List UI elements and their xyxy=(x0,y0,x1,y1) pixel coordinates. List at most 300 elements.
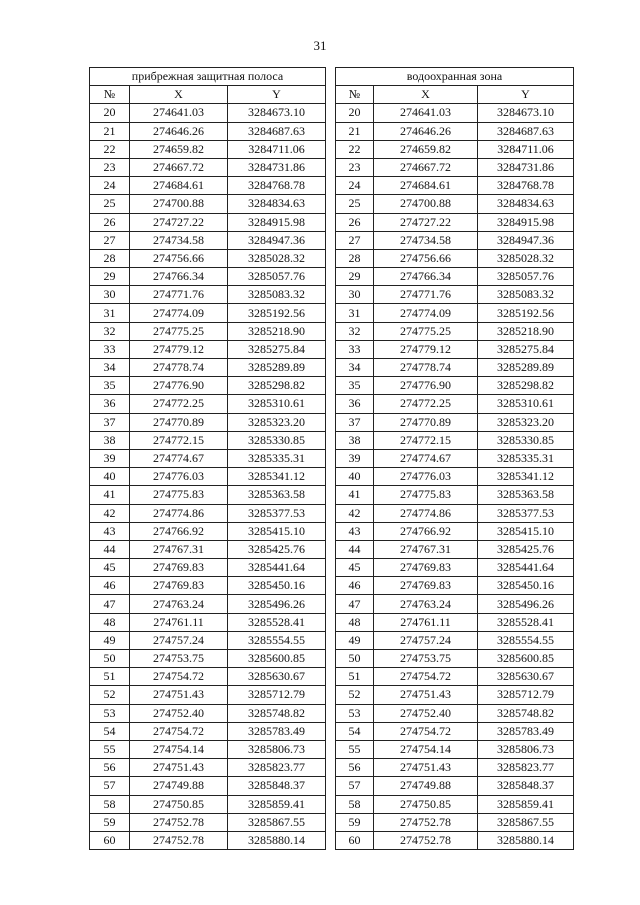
right-y-value: 3285748.82 xyxy=(478,704,574,722)
right-x-value: 274752.78 xyxy=(374,813,478,831)
left-section-title: прибрежная защитная полоса xyxy=(90,68,326,86)
table-row xyxy=(90,722,574,740)
column-gap xyxy=(326,795,336,813)
right-point-number: 40 xyxy=(336,468,374,486)
right-y-value: 3285496.26 xyxy=(478,595,574,613)
right-y-value: 3285323.20 xyxy=(478,413,574,431)
left-y-value: 3285496.26 xyxy=(228,595,326,613)
column-gap xyxy=(326,322,336,340)
coordinates-table xyxy=(89,67,574,850)
right-y-value: 3285441.64 xyxy=(478,559,574,577)
column-gap xyxy=(326,577,336,595)
right-point-number: 42 xyxy=(336,504,374,522)
column-gap xyxy=(326,231,336,249)
left-point-number: 43 xyxy=(90,522,130,540)
right-y-value: 3285083.32 xyxy=(478,286,574,304)
left-point-number: 25 xyxy=(90,195,130,213)
left-x-header: X xyxy=(130,86,228,104)
left-y-value: 3285057.76 xyxy=(228,268,326,286)
left-x-value: 274772.25 xyxy=(130,395,228,413)
column-gap xyxy=(326,722,336,740)
left-x-value: 274763.24 xyxy=(130,595,228,613)
left-point-number: 24 xyxy=(90,177,130,195)
left-x-value: 274646.26 xyxy=(130,122,228,140)
right-point-number: 33 xyxy=(336,340,374,358)
right-point-number: 38 xyxy=(336,431,374,449)
left-point-number: 29 xyxy=(90,268,130,286)
table-row xyxy=(90,413,574,431)
left-x-value: 274734.58 xyxy=(130,231,228,249)
right-x-value: 274752.40 xyxy=(374,704,478,722)
left-x-value: 274659.82 xyxy=(130,140,228,158)
left-x-value: 274778.74 xyxy=(130,359,228,377)
right-x-value: 274646.26 xyxy=(374,122,478,140)
right-y-value: 3285335.31 xyxy=(478,449,574,467)
right-point-number: 53 xyxy=(336,704,374,722)
right-point-number: 41 xyxy=(336,486,374,504)
table-row xyxy=(90,249,574,267)
table-row xyxy=(90,704,574,722)
table-row xyxy=(90,340,574,358)
left-y-value: 3285363.58 xyxy=(228,486,326,504)
right-point-number: 22 xyxy=(336,140,374,158)
left-y-value: 3285323.20 xyxy=(228,413,326,431)
right-y-value: 3285867.55 xyxy=(478,813,574,831)
right-x-value: 274767.31 xyxy=(374,540,478,558)
right-x-value: 274757.24 xyxy=(374,631,478,649)
right-y-value: 3285823.77 xyxy=(478,759,574,777)
right-point-number: 60 xyxy=(336,831,374,849)
left-point-number: 30 xyxy=(90,286,130,304)
table-row xyxy=(90,522,574,540)
right-y-value: 3285028.32 xyxy=(478,249,574,267)
left-point-number: 49 xyxy=(90,631,130,649)
left-x-value: 274761.11 xyxy=(130,613,228,631)
left-y-header: Y xyxy=(228,86,326,104)
left-y-value: 3284731.86 xyxy=(228,158,326,176)
table-row xyxy=(90,359,574,377)
left-point-number: 45 xyxy=(90,559,130,577)
left-y-value: 3285192.56 xyxy=(228,304,326,322)
right-y-value: 3285859.41 xyxy=(478,795,574,813)
left-x-value: 274770.89 xyxy=(130,413,228,431)
column-gap xyxy=(326,522,336,540)
left-x-value: 274641.03 xyxy=(130,104,228,122)
left-x-value: 274754.72 xyxy=(130,668,228,686)
left-y-value: 3285859.41 xyxy=(228,795,326,813)
left-x-value: 274751.43 xyxy=(130,759,228,777)
right-y-value: 3285192.56 xyxy=(478,304,574,322)
left-x-value: 274767.31 xyxy=(130,540,228,558)
left-y-value: 3284915.98 xyxy=(228,213,326,231)
right-y-value: 3285528.41 xyxy=(478,613,574,631)
right-x-value: 274754.72 xyxy=(374,722,478,740)
left-point-number: 27 xyxy=(90,231,130,249)
right-y-value: 3285600.85 xyxy=(478,650,574,668)
left-x-value: 274771.76 xyxy=(130,286,228,304)
table-row xyxy=(90,486,574,504)
left-point-number: 58 xyxy=(90,795,130,813)
table-row xyxy=(90,613,574,631)
column-gap xyxy=(326,304,336,322)
table-row xyxy=(90,122,574,140)
table-row xyxy=(90,140,574,158)
left-y-value: 3285823.77 xyxy=(228,759,326,777)
column-gap xyxy=(326,686,336,704)
right-x-value: 274774.86 xyxy=(374,504,478,522)
left-point-number: 41 xyxy=(90,486,130,504)
column-gap xyxy=(326,540,336,558)
right-y-value: 3285341.12 xyxy=(478,468,574,486)
left-point-number: 47 xyxy=(90,595,130,613)
left-num-header: № xyxy=(90,86,130,104)
right-point-number: 45 xyxy=(336,559,374,577)
right-x-value: 274774.67 xyxy=(374,449,478,467)
right-y-value: 3285783.49 xyxy=(478,722,574,740)
left-point-number: 21 xyxy=(90,122,130,140)
column-gap xyxy=(326,831,336,849)
table-row xyxy=(90,777,574,795)
column-gap xyxy=(326,158,336,176)
right-x-value: 274750.85 xyxy=(374,795,478,813)
left-y-value: 3285600.85 xyxy=(228,650,326,668)
right-point-number: 32 xyxy=(336,322,374,340)
right-point-number: 39 xyxy=(336,449,374,467)
right-point-number: 50 xyxy=(336,650,374,668)
left-x-value: 274775.25 xyxy=(130,322,228,340)
left-x-value: 274757.24 xyxy=(130,631,228,649)
column-gap xyxy=(326,104,336,122)
left-x-value: 274667.72 xyxy=(130,158,228,176)
left-y-value: 3285528.41 xyxy=(228,613,326,631)
left-point-number: 23 xyxy=(90,158,130,176)
column-gap xyxy=(326,631,336,649)
left-x-value: 274684.61 xyxy=(130,177,228,195)
left-point-number: 35 xyxy=(90,377,130,395)
right-y-value: 3284834.63 xyxy=(478,195,574,213)
right-point-number: 46 xyxy=(336,577,374,595)
column-gap xyxy=(326,704,336,722)
column-gap xyxy=(326,377,336,395)
table-row xyxy=(90,395,574,413)
left-y-value: 3285310.61 xyxy=(228,395,326,413)
right-x-value: 274766.34 xyxy=(374,268,478,286)
left-y-value: 3284834.63 xyxy=(228,195,326,213)
left-y-value: 3285377.53 xyxy=(228,504,326,522)
right-section-title: водоохранная зона xyxy=(336,68,574,86)
right-y-value: 3285712.79 xyxy=(478,686,574,704)
right-point-number: 58 xyxy=(336,795,374,813)
right-point-number: 48 xyxy=(336,613,374,631)
right-y-value: 3284731.86 xyxy=(478,158,574,176)
table-row xyxy=(90,650,574,668)
right-point-number: 21 xyxy=(336,122,374,140)
left-x-value: 274774.67 xyxy=(130,449,228,467)
right-point-number: 57 xyxy=(336,777,374,795)
left-point-number: 32 xyxy=(90,322,130,340)
column-gap xyxy=(326,340,336,358)
column-gap xyxy=(326,504,336,522)
right-y-value: 3285057.76 xyxy=(478,268,574,286)
left-x-value: 274769.83 xyxy=(130,577,228,595)
left-y-value: 3285441.64 xyxy=(228,559,326,577)
left-x-value: 274776.90 xyxy=(130,377,228,395)
right-y-value: 3285310.61 xyxy=(478,395,574,413)
right-point-number: 55 xyxy=(336,740,374,758)
right-point-number: 59 xyxy=(336,813,374,831)
right-x-value: 274769.83 xyxy=(374,577,478,595)
column-gap xyxy=(326,86,336,104)
left-x-value: 274754.72 xyxy=(130,722,228,740)
right-point-number: 37 xyxy=(336,413,374,431)
left-x-value: 274700.88 xyxy=(130,195,228,213)
column-gap xyxy=(326,413,336,431)
left-point-number: 26 xyxy=(90,213,130,231)
right-point-number: 23 xyxy=(336,158,374,176)
table-row xyxy=(90,158,574,176)
column-gap xyxy=(326,486,336,504)
right-x-value: 274754.14 xyxy=(374,740,478,758)
table-row xyxy=(90,231,574,249)
left-y-value: 3285083.32 xyxy=(228,286,326,304)
table-row xyxy=(90,377,574,395)
right-y-value: 3285415.10 xyxy=(478,522,574,540)
left-y-value: 3285867.55 xyxy=(228,813,326,831)
right-y-value: 3285363.58 xyxy=(478,486,574,504)
right-x-value: 274754.72 xyxy=(374,668,478,686)
left-point-number: 39 xyxy=(90,449,130,467)
right-x-value: 274776.90 xyxy=(374,377,478,395)
page-number: 31 xyxy=(313,38,327,53)
table-row xyxy=(90,504,574,522)
right-x-value: 274775.83 xyxy=(374,486,478,504)
right-point-number: 43 xyxy=(336,522,374,540)
left-x-value: 274754.14 xyxy=(130,740,228,758)
right-x-value: 274769.83 xyxy=(374,559,478,577)
right-y-value: 3285275.84 xyxy=(478,340,574,358)
column-gap xyxy=(326,668,336,686)
right-y-value: 3285377.53 xyxy=(478,504,574,522)
table-body xyxy=(90,104,574,850)
right-x-value: 274761.11 xyxy=(374,613,478,631)
table-row xyxy=(90,431,574,449)
column-gap xyxy=(326,359,336,377)
left-point-number: 31 xyxy=(90,304,130,322)
column-gap xyxy=(326,759,336,777)
right-x-value: 274684.61 xyxy=(374,177,478,195)
right-x-value: 274771.76 xyxy=(374,286,478,304)
right-y-value: 3284711.06 xyxy=(478,140,574,158)
right-y-value: 3285630.67 xyxy=(478,668,574,686)
left-point-number: 55 xyxy=(90,740,130,758)
left-point-number: 22 xyxy=(90,140,130,158)
left-x-value: 274749.88 xyxy=(130,777,228,795)
table-row xyxy=(90,795,574,813)
left-x-value: 274750.85 xyxy=(130,795,228,813)
left-y-value: 3285415.10 xyxy=(228,522,326,540)
table-row xyxy=(90,104,574,122)
table-row xyxy=(90,177,574,195)
right-y-value: 3285880.14 xyxy=(478,831,574,849)
left-point-number: 56 xyxy=(90,759,130,777)
left-x-value: 274752.78 xyxy=(130,831,228,849)
left-point-number: 53 xyxy=(90,704,130,722)
right-point-number: 49 xyxy=(336,631,374,649)
right-x-value: 274756.66 xyxy=(374,249,478,267)
left-y-value: 3284711.06 xyxy=(228,140,326,158)
column-gap xyxy=(326,177,336,195)
right-point-number: 24 xyxy=(336,177,374,195)
right-num-header: № xyxy=(336,86,374,104)
column-gap xyxy=(326,140,336,158)
left-y-value: 3284947.36 xyxy=(228,231,326,249)
table-row xyxy=(90,468,574,486)
right-y-value: 3285218.90 xyxy=(478,322,574,340)
column-gap xyxy=(326,740,336,758)
table-row xyxy=(90,322,574,340)
right-y-value: 3285330.85 xyxy=(478,431,574,449)
left-y-value: 3285806.73 xyxy=(228,740,326,758)
table-row xyxy=(90,759,574,777)
right-y-value: 3285425.76 xyxy=(478,540,574,558)
left-point-number: 20 xyxy=(90,104,130,122)
table-row xyxy=(90,740,574,758)
right-y-value: 3285554.55 xyxy=(478,631,574,649)
right-x-value: 274763.24 xyxy=(374,595,478,613)
left-y-value: 3285341.12 xyxy=(228,468,326,486)
left-y-value: 3285289.89 xyxy=(228,359,326,377)
right-x-value: 274753.75 xyxy=(374,650,478,668)
left-point-number: 38 xyxy=(90,431,130,449)
left-y-value: 3285218.90 xyxy=(228,322,326,340)
left-x-value: 274774.86 xyxy=(130,504,228,522)
right-point-number: 51 xyxy=(336,668,374,686)
left-y-value: 3285748.82 xyxy=(228,704,326,722)
right-x-value: 274772.25 xyxy=(374,395,478,413)
table-row xyxy=(90,213,574,231)
left-point-number: 59 xyxy=(90,813,130,831)
table-row xyxy=(90,540,574,558)
left-point-number: 34 xyxy=(90,359,130,377)
table-row xyxy=(90,668,574,686)
right-point-number: 29 xyxy=(336,268,374,286)
left-point-number: 42 xyxy=(90,504,130,522)
column-gap xyxy=(326,431,336,449)
left-point-number: 50 xyxy=(90,650,130,668)
right-x-header: X xyxy=(374,86,478,104)
right-point-number: 27 xyxy=(336,231,374,249)
left-point-number: 46 xyxy=(90,577,130,595)
column-gap xyxy=(326,595,336,613)
column-gap xyxy=(326,213,336,231)
table-row xyxy=(90,631,574,649)
left-point-number: 57 xyxy=(90,777,130,795)
right-point-number: 35 xyxy=(336,377,374,395)
left-point-number: 48 xyxy=(90,613,130,631)
right-x-value: 274752.78 xyxy=(374,831,478,849)
left-y-value: 3285712.79 xyxy=(228,686,326,704)
left-y-value: 3284768.78 xyxy=(228,177,326,195)
left-x-value: 274774.09 xyxy=(130,304,228,322)
right-x-value: 274667.72 xyxy=(374,158,478,176)
left-y-value: 3285880.14 xyxy=(228,831,326,849)
right-point-number: 56 xyxy=(336,759,374,777)
right-y-value: 3284915.98 xyxy=(478,213,574,231)
right-point-number: 54 xyxy=(336,722,374,740)
right-y-value: 3285450.16 xyxy=(478,577,574,595)
left-point-number: 60 xyxy=(90,831,130,849)
column-gap xyxy=(326,122,336,140)
left-x-value: 274775.83 xyxy=(130,486,228,504)
column-gap xyxy=(326,449,336,467)
right-x-value: 274774.09 xyxy=(374,304,478,322)
left-x-value: 274753.75 xyxy=(130,650,228,668)
left-point-number: 36 xyxy=(90,395,130,413)
table-row xyxy=(90,595,574,613)
right-point-number: 44 xyxy=(336,540,374,558)
left-point-number: 51 xyxy=(90,668,130,686)
left-point-number: 54 xyxy=(90,722,130,740)
table-row xyxy=(90,449,574,467)
right-x-value: 274659.82 xyxy=(374,140,478,158)
right-x-value: 274770.89 xyxy=(374,413,478,431)
right-point-number: 26 xyxy=(336,213,374,231)
left-point-number: 40 xyxy=(90,468,130,486)
right-point-number: 52 xyxy=(336,686,374,704)
right-x-value: 274778.74 xyxy=(374,359,478,377)
table-row xyxy=(90,813,574,831)
right-y-value: 3285289.89 xyxy=(478,359,574,377)
right-point-number: 25 xyxy=(336,195,374,213)
left-x-value: 274751.43 xyxy=(130,686,228,704)
table-row xyxy=(90,577,574,595)
title-row xyxy=(90,68,574,86)
header-row xyxy=(90,86,574,104)
left-x-value: 274776.03 xyxy=(130,468,228,486)
right-x-value: 274751.43 xyxy=(374,759,478,777)
right-point-number: 28 xyxy=(336,249,374,267)
right-y-value: 3285806.73 xyxy=(478,740,574,758)
left-point-number: 52 xyxy=(90,686,130,704)
table-row xyxy=(90,304,574,322)
column-gap xyxy=(326,813,336,831)
left-y-value: 3285330.85 xyxy=(228,431,326,449)
column-gap xyxy=(326,268,336,286)
left-y-value: 3285783.49 xyxy=(228,722,326,740)
left-y-value: 3285425.76 xyxy=(228,540,326,558)
left-y-value: 3284673.10 xyxy=(228,104,326,122)
column-gap xyxy=(326,195,336,213)
left-x-value: 274756.66 xyxy=(130,249,228,267)
right-x-value: 274700.88 xyxy=(374,195,478,213)
table-row xyxy=(90,831,574,849)
column-gap xyxy=(326,249,336,267)
left-y-value: 3285335.31 xyxy=(228,449,326,467)
right-point-number: 20 xyxy=(336,104,374,122)
left-y-value: 3285298.82 xyxy=(228,377,326,395)
left-y-value: 3285848.37 xyxy=(228,777,326,795)
right-y-header: Y xyxy=(478,86,574,104)
right-x-value: 274772.15 xyxy=(374,431,478,449)
left-point-number: 37 xyxy=(90,413,130,431)
left-y-value: 3285450.16 xyxy=(228,577,326,595)
right-x-value: 274751.43 xyxy=(374,686,478,704)
right-y-value: 3284768.78 xyxy=(478,177,574,195)
table-row xyxy=(90,559,574,577)
left-x-value: 274766.34 xyxy=(130,268,228,286)
column-gap xyxy=(326,613,336,631)
right-point-number: 47 xyxy=(336,595,374,613)
